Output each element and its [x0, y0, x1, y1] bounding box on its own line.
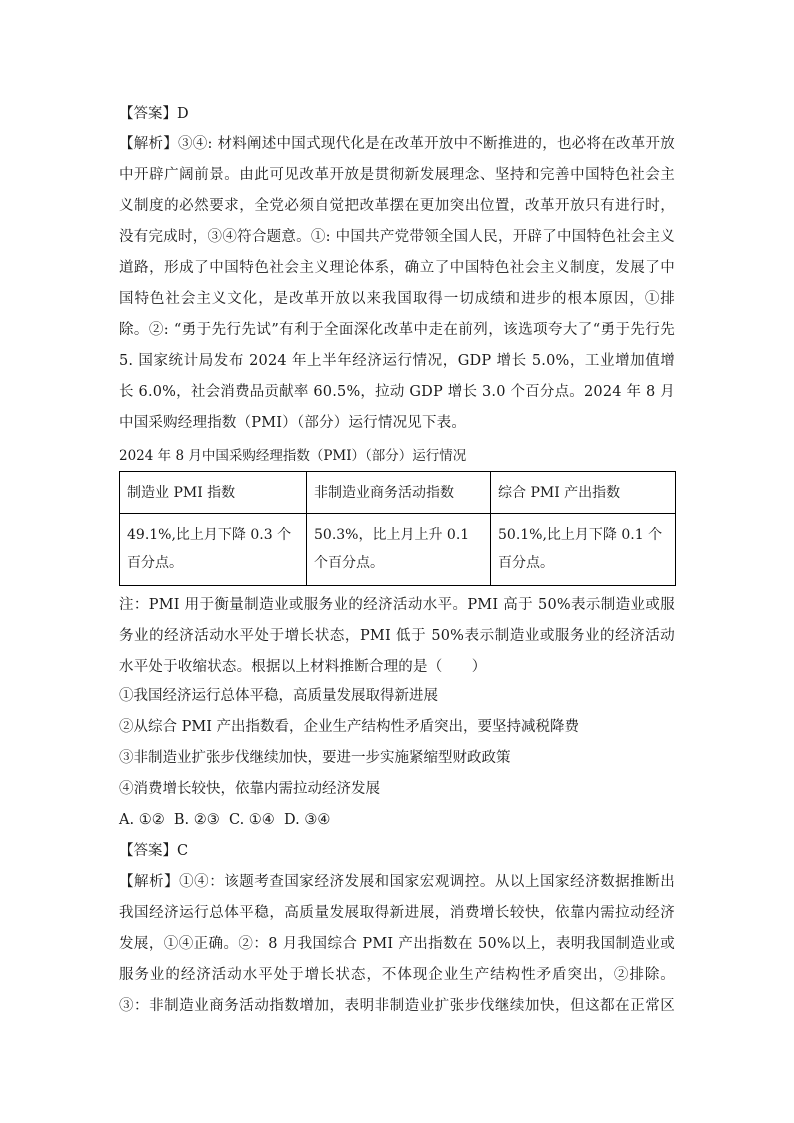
table-cell: 49.1%,比上月下降 0.3 个百分点。 — [120, 514, 307, 586]
table-header-cell: 制造业 PMI 指数 — [120, 472, 307, 514]
table-header-cell: 综合 PMI 产出指数 — [491, 472, 676, 514]
table-row — [120, 514, 676, 586]
option-1: ①我国经济运行总体平稳，高质量发展取得新进展 — [119, 688, 438, 704]
analysis-paragraph-1: 【解析】③④: 材料阐述中国式现代化是在改革开放中不断推进的，也必将在改革开放中开辟广阔前景。由此可见改革开放是贯彻新发展理念、坚持和完善中国特色社会主义制度的必然要求，全党必须自觉把改革摆在更加突出位置，改革开放只有进行时，没有完成时，③④符合题意。①: 中国共产党带领全国人民，开辟了中国特色社会主义道路，形成了中国特色社会主义理论体系，确立了中国特色社会主义制度，发展了中国特色社会主义文化，是改革开放以来我国取得一切成绩和进步的根本原因，①排除。②: “勇于先行先试”有利于全面深化改革中走在前列，该选项夸大了“勇于先行先 — [119, 136, 675, 338]
pmi-table — [119, 471, 676, 586]
table-header-cell: 非制造业商务活动指数 — [307, 472, 491, 514]
option-3: ③非制造业扩张步伐继续加快，要进一步实施紧缩型财政政策 — [119, 750, 511, 766]
table-header-row — [120, 472, 676, 514]
option-2: ②从综合 PMI 产出指数看，企业生产结构性矛盾突出，要坚持减税降费 — [119, 719, 580, 735]
table-cell: 50.3%，比上月上升 0.1 个百分点。 — [307, 514, 491, 586]
answer-label-1: 【答案】D — [119, 106, 189, 122]
answer-choices: A. ①② B. ②③ C. ①④ D. ③④ — [119, 812, 331, 828]
table-cell: 50.1%,比上月下降 0.1 个百分点。 — [491, 514, 676, 586]
question-5-stem: 5. 国家统计局发布 2024 年上半年经济运行情况，GDP 增长 5.0%，工业增加值增长 6.0%，社会消费品贡献率 60.5%，拉动 GDP 增长 3.0 个百分点。2024 年 8 月中国采购经理指数（PMI）（部分）运行情况见下表。 — [119, 353, 675, 431]
analysis-paragraph-2: 【解析】①④：该题考查国家经济发展和国家宏观调控。从以上国家经济数据推断出我国经济运行总体平稳，高质量发展取得新进展，消费增长较快，依靠内需拉动经济发展，①④正确。②：8 月我国综合 PMI 产出指数在 50%以上，表明我国制造业或服务业的经济活动水平处于增长状态，不体现企业生产结构性矛盾突出，②排除。③：非制造业商务活动指数增加，表明非制造业扩张步伐继续加快，但这都在正常区 — [119, 874, 675, 1014]
table-caption: 2024 年 8 月中国采购经理指数（PMI）（部分）运行情况 — [119, 448, 467, 464]
table-note: 注：PMI 用于衡量制造业或服务业的经济活动水平。PMI 高于 50%表示制造业或服务业的经济活动水平处于增长状态，PMI 低于 50%表示制造业或服务业的经济活动水平处于收缩状态。根据以上材料推断合理的是（ ） — [119, 597, 675, 675]
answer-label-2: 【答案】C — [119, 843, 189, 859]
option-4: ④消费增长较快，依靠内需拉动经济发展 — [119, 781, 380, 797]
